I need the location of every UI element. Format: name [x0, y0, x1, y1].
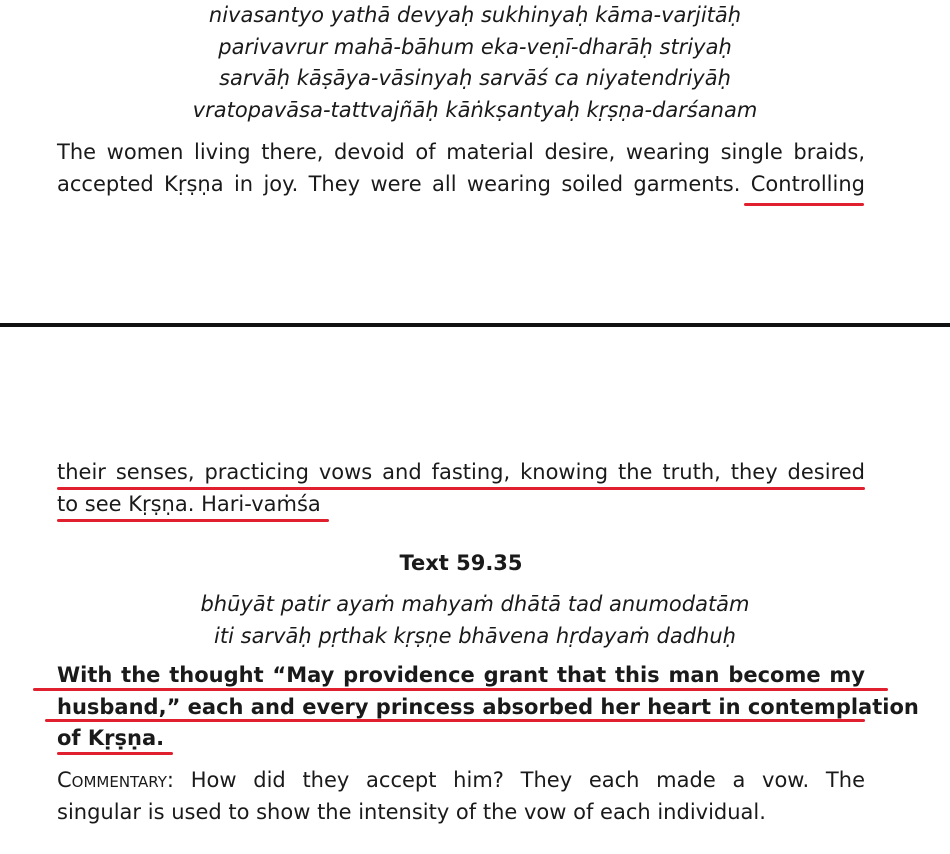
- highlight-underline: [45, 719, 865, 722]
- bottom-translation: [57, 660, 919, 755]
- commentary-text: How did they accept him? They each made a vow. The: [174, 768, 865, 792]
- highlight-underline: [57, 487, 865, 490]
- verse-line: sarvāḥ kāṣāya-vāsinyaḥ sarvāś ca niyatendriyāḥ: [219, 66, 731, 90]
- text-heading: Text 59.35: [399, 551, 523, 575]
- commentary-line: [57, 765, 865, 797]
- commentary-line: singular is used to show the intensity of the vow of each individual.: [57, 799, 766, 824]
- continuation-line: to see Kṛṣṇa. Hari-vaṁśa: [57, 491, 321, 516]
- verse-line: parivavrur mahā-bāhum eka-veṇī-dharāḥ striyaḥ: [218, 34, 732, 59]
- translation-line: of Kṛṣṇa.: [57, 726, 165, 750]
- top-translation: [57, 137, 865, 200]
- highlight-underline: [57, 752, 173, 755]
- verse-line: iti sarvāḥ pṛthak kṛṣṇe bhāvena hṛdayaṁ dadhuḥ: [214, 623, 736, 648]
- top-verse: [0, 0, 950, 126]
- continuation-line: their senses, practicing vows and fasting, knowing the truth, they desired: [57, 460, 865, 484]
- translation-line: accepted Kṛṣṇa in joy. They were all wearing soiled garments. Controlling: [57, 171, 865, 196]
- highlight-underline: [33, 688, 888, 691]
- bottom-verse: [0, 589, 950, 652]
- commentary: [57, 765, 865, 828]
- translation-line: husband,” each and every princess absorbed her heart in contemplation: [57, 694, 919, 719]
- verse-line: bhūyāt patir ayaṁ mahyaṁ dhātā tad anumodatām: [200, 592, 750, 616]
- verse-line: nivasantyo yathā devyaḥ sukhinyaḥ kāma-varjitāḥ: [208, 3, 742, 27]
- verse-line: vratopavāsa-tattvajñāḥ kāṅkṣantyaḥ kṛṣṇa-darśanam: [192, 97, 758, 122]
- highlight-underline: [57, 519, 329, 522]
- translation-line: The women living there, devoid of material desire, wearing single braids,: [57, 140, 865, 164]
- commentary-label: Commentary:: [57, 768, 175, 792]
- highlight-underline: [744, 203, 864, 206]
- section-divider: [0, 323, 950, 327]
- translation-line: With the thought “May providence grant that this man become my: [57, 663, 865, 687]
